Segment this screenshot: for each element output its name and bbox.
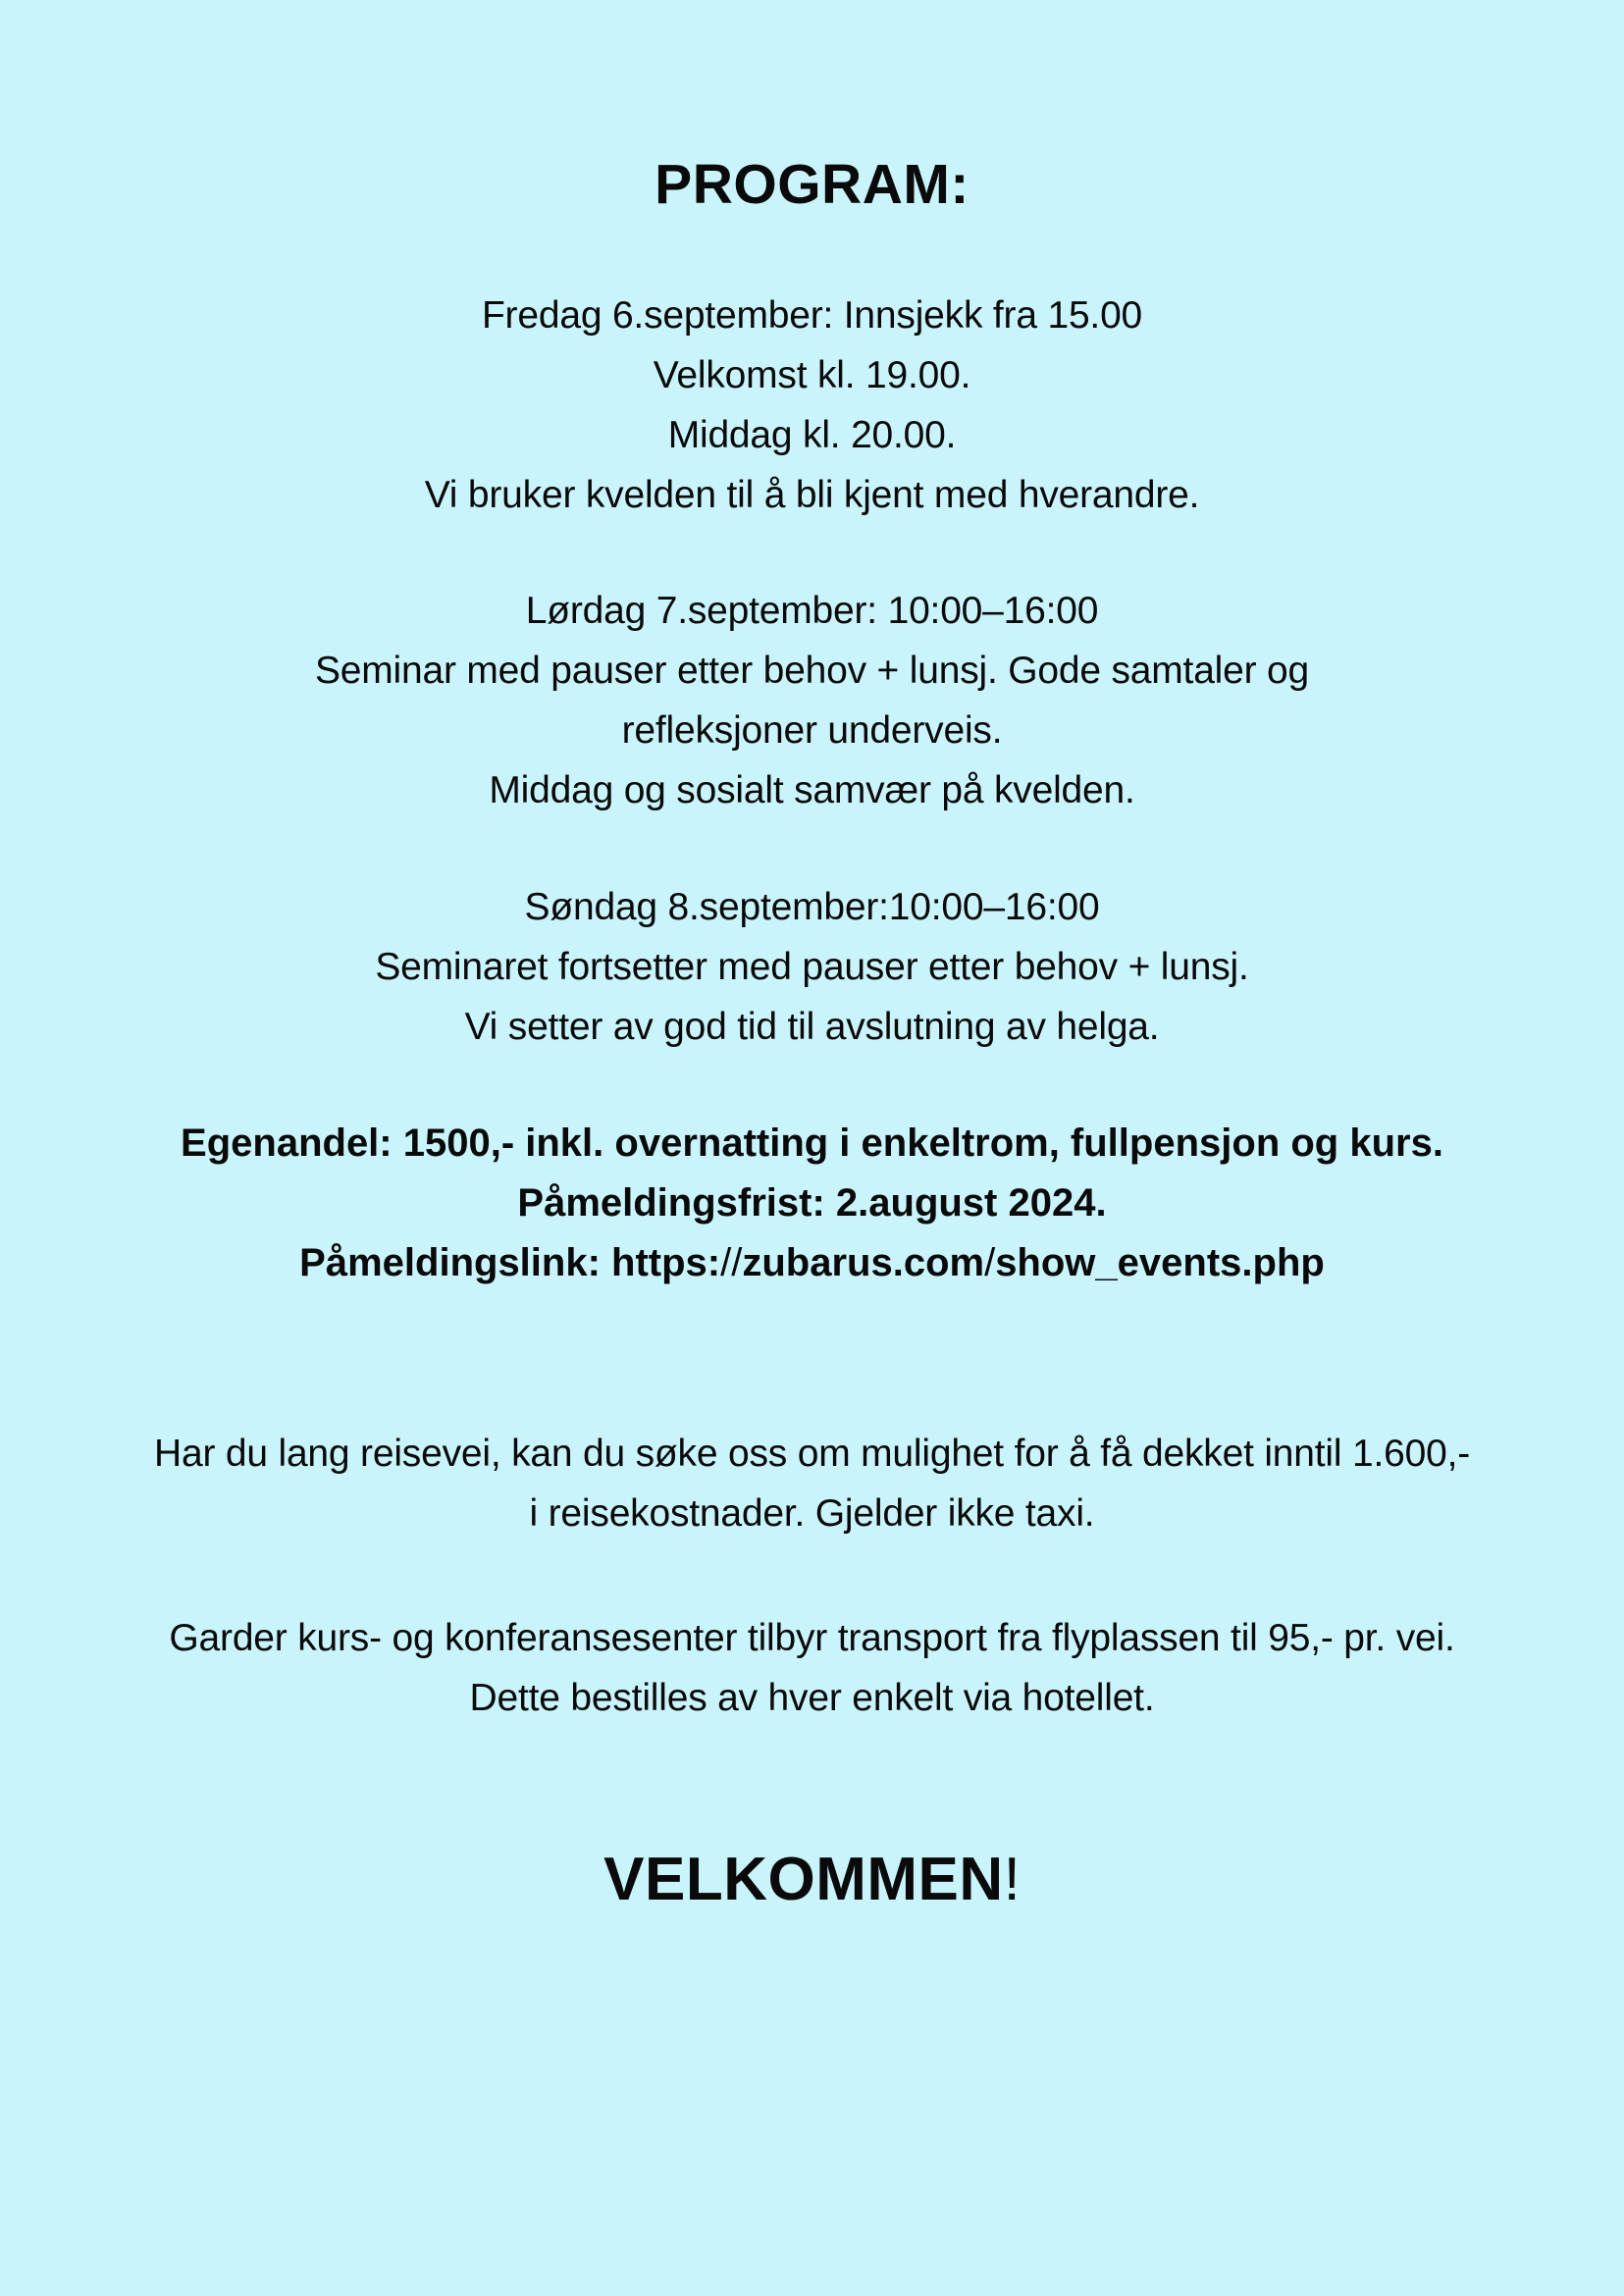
travel-support-info bbox=[0, 1424, 1624, 1543]
sunday-seminar-line: Seminaret fortsetter med pauser etter behov + lunsj. bbox=[375, 946, 1249, 988]
registration-link-domain: zubarus.com bbox=[742, 1241, 985, 1284]
saturday-seminar-line2: refleksjoner underveis. bbox=[621, 709, 1003, 752]
registration-link-label: Påmeldingslink: https: bbox=[299, 1241, 721, 1284]
closing-exclamation: ! bbox=[1003, 1846, 1021, 1913]
url-slash: / bbox=[984, 1241, 996, 1284]
page-title: PROGRAM: bbox=[655, 153, 969, 216]
registration-link-line bbox=[0, 1233, 1624, 1293]
schedule-saturday bbox=[0, 581, 1624, 820]
travel-support-line2: i reisekostnader. Gjelder ikke taxi. bbox=[529, 1492, 1095, 1535]
saturday-seminar-line: Seminar med pauser etter behov + lunsj. Gode samtaler og bbox=[314, 650, 1310, 692]
travel-support-line1: Har du lang reisevei, kan du søke oss om mulighet for å få dekket inntil 1.600,- bbox=[153, 1433, 1471, 1475]
sunday-closing-line: Vi setter av god tid til avslutning av helga. bbox=[464, 1006, 1160, 1048]
schedule-friday bbox=[0, 286, 1624, 525]
friday-checkin-line: Fredag 6.september: Innsjekk fra 15.00 bbox=[481, 294, 1143, 337]
closing-greeting bbox=[0, 1846, 1624, 1913]
sunday-hours-line: Søndag 8.september:10:00–16:00 bbox=[524, 886, 1100, 928]
transport-info bbox=[0, 1608, 1624, 1728]
url-double-slash: // bbox=[720, 1241, 743, 1284]
registration-link-path: show_events.php bbox=[995, 1241, 1325, 1284]
schedule-sunday bbox=[0, 877, 1624, 1057]
registration-fee-line: Egenandel: 1500,- inkl. overnatting i enkeltrom, fullpensjon og kurs. bbox=[181, 1122, 1443, 1165]
registration-info bbox=[0, 1114, 1624, 1293]
friday-dinner-line: Middag kl. 20.00. bbox=[667, 414, 957, 456]
registration-deadline-line: Påmeldingsfrist: 2.august 2024. bbox=[517, 1181, 1107, 1225]
friday-welcome-line: Velkomst kl. 19.00. bbox=[653, 354, 971, 396]
closing-word: VELKOMMEN bbox=[603, 1846, 1004, 1913]
saturday-dinner-line: Middag og sosialt samvær på kvelden. bbox=[489, 769, 1135, 811]
friday-social-line: Vi bruker kvelden til å bli kjent med hverandre. bbox=[424, 474, 1200, 516]
transport-line2: Dette bestilles av hver enkelt via hotellet. bbox=[469, 1677, 1155, 1719]
saturday-hours-line: Lørdag 7.september: 10:00–16:00 bbox=[525, 590, 1099, 632]
transport-line1: Garder kurs- og konferansesenter tilbyr transport fra flyplassen til 95,- pr. vei. bbox=[169, 1617, 1455, 1659]
